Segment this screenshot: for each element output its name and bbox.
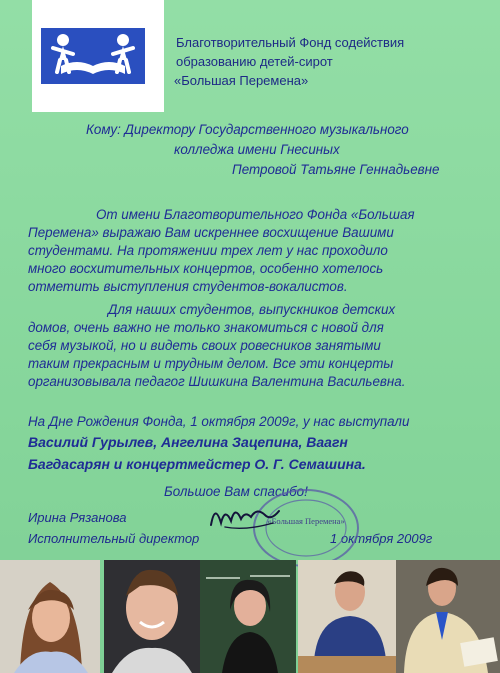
org-line-2: образованию детей-сирот	[176, 54, 333, 69]
signatory-name: Ирина Рязанова	[28, 510, 127, 525]
body-p1-line-5: отметить выступления студентов-вокалистов.	[28, 279, 348, 294]
thanks-line: Большое Вам спасибо!	[164, 484, 308, 499]
foundation-logo	[32, 0, 164, 112]
body-p2-line-5: организовывала педагог Шишкина Валентина Васильевна.	[28, 374, 406, 389]
signatory-title: Исполнительный директор	[28, 531, 200, 546]
photo-strip	[0, 560, 500, 673]
photo-girl-portrait	[0, 560, 100, 673]
letter-date: 1 октября 2009г	[330, 531, 433, 546]
body-p2-line-1: Для наших студентов, выпускников детских	[108, 302, 396, 317]
body-p1-line-2: Перемена» выражаю Вам искреннее восхищение Вашими	[28, 225, 394, 240]
stamp-text: «Большая Перемена»	[267, 516, 345, 526]
performers-line-1: Василий Гурылев, Ангелина Зацепина, Ваагн	[28, 434, 348, 450]
body-p2-line-4: таким прекрасным и трудным делом. Все эти концерты	[28, 356, 394, 371]
body-p2-line-2: домов, очень важно не только знакомиться с новой для	[28, 320, 384, 335]
photo-girl-blackboard	[200, 560, 296, 673]
recipient-line-1: Кому: Директору Государственного музыкального	[86, 122, 409, 137]
recipient-line-2: колледжа имени Гнесиных	[174, 142, 340, 157]
performers-line-2: Багдасарян и концертмейстер О. Г. Семашина.	[28, 456, 366, 472]
photo-boy-portrait	[104, 560, 200, 673]
photo-girl-book	[396, 560, 500, 673]
photo-boy-desk	[298, 560, 396, 673]
logo-emblem	[41, 28, 145, 84]
org-line-3: «Большая Перемена»	[174, 73, 309, 88]
body-p3-line: На Дне Рождения Фонда, 1 октября 2009г, у нас выступали	[28, 414, 410, 429]
handwritten-signature	[205, 497, 285, 537]
body-p1-line-3: студентами. На протяжении трех лет у нас проходило	[28, 243, 388, 258]
body-p1-line-1: От имени Благотворительного Фонда «Большая	[96, 207, 415, 222]
organization-name	[176, 33, 476, 90]
org-line-1: Благотворительный Фонд содействия	[176, 35, 405, 50]
recipient-line-3: Петровой Татьяне Геннадьевне	[232, 162, 440, 177]
body-p2-line-3: себя музыкой, но и видеть своих ровесников занятыми	[28, 338, 381, 353]
body-p1-line-4: много восхитительных концертов, особенно хотелось	[28, 261, 384, 276]
children-book-icon	[41, 28, 145, 84]
